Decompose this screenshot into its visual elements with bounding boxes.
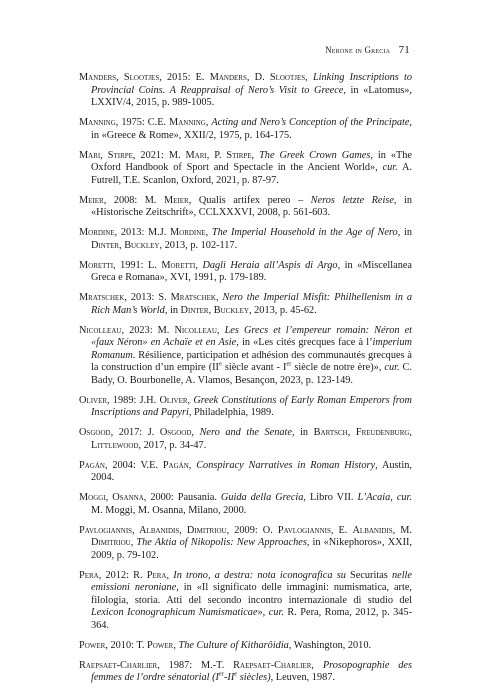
entry-text: M. Moggi, M. Osanna, Milano, 2000.: [91, 504, 247, 516]
superscript: er: [218, 670, 224, 678]
entry-text: , 1991: L.: [113, 259, 162, 271]
bibliography-entry-nicolleau: [79, 325, 412, 388]
entry-text: ,: [187, 394, 194, 406]
author-name: Pavlogiannis, Albanidis, Dimitriou: [79, 524, 227, 536]
italic-text: nelle emissioni neroniane: [91, 569, 412, 593]
author-name: Manning: [169, 117, 206, 128]
entry-text: , 2000: Pausania.: [143, 492, 221, 503]
entry-text: ,: [130, 537, 137, 548]
bibliography-list: [79, 72, 412, 692]
entry-text: , P.: [206, 149, 227, 161]
bibliography-entry-moretti: [79, 260, 412, 285]
entry-text: R. Pera, Roma, 2012, p. 345-364.: [91, 607, 412, 631]
entry-text: . Résilience, participation et adhésion des communautés grecques à la construction d’un empire (II: [91, 349, 412, 373]
entry-text: ,: [305, 72, 313, 83]
entry-text: , 2013, p. 102-117.: [159, 239, 238, 251]
bibliography-entry-meier: [79, 195, 412, 220]
entry-text: , in «Miscellanea Greca e Romana», XVI, 1991, p. 179-189.: [91, 259, 412, 283]
author-name: Power: [147, 639, 174, 651]
author-name: Meier: [164, 194, 189, 206]
italic-text: Dagli Heraia all’Aspis di Argo: [202, 259, 338, 271]
entry-text: , 2010: T.: [105, 639, 148, 651]
author-name: Dimitriou: [91, 537, 131, 548]
italic-text: The Culture of Kitharôidia: [178, 639, 289, 651]
entry-text: ,: [216, 324, 225, 336]
entry-text: ,: [205, 227, 212, 238]
bibliography-entry-pavlogiannis: [79, 525, 412, 563]
bibliography-entry-raepsaet: [79, 660, 412, 685]
italic-text: Nero and the Senate: [199, 427, 292, 438]
italic-text: Guida della Grecia,: [220, 492, 306, 503]
entry-text: , in: [291, 427, 314, 438]
author-name: Mratschek: [170, 292, 216, 303]
italic-text: Greek Constitutions of Early Roman Emperors from Inscriptions and Papyri: [91, 394, 412, 418]
entry-text: , Leuven, 1987.: [270, 672, 335, 683]
italic-text: Les Grecs et l’empereur romain: Néron et «faux Néron» en Achaïe et en Asie: [91, 324, 413, 348]
entry-text: , 2013: S.: [124, 292, 171, 303]
entry-text: ,: [390, 492, 397, 503]
italic-text: L’Acaia: [357, 492, 391, 503]
entry-text: , in «Il significato delle immagini: numismatica, arte, filologia, storia. Atti del secondo incontro internazionale di studio del: [91, 582, 412, 606]
author-name: Bartsch, Freudenburg, Littlewood: [91, 427, 412, 451]
italic-text: Prosopographie des femmes de l’ordre sénatorial (I: [91, 659, 412, 683]
entry-text: , Austin, 2004.: [91, 459, 412, 483]
bibliography-entry-moggi: [79, 492, 412, 517]
author-name: Pavlogiannis: [277, 524, 331, 536]
entry-text: , in «Nikephoros», XXII, 2009, p. 79-102.: [91, 537, 413, 561]
italic-text: imperium Romanum: [91, 337, 412, 361]
entry-text: ,: [311, 659, 323, 671]
entry-text: , in: [397, 227, 412, 238]
entry-text: , 2004: V.E.: [104, 459, 163, 471]
italic-text: siècles): [237, 672, 271, 683]
entry-text: , M.: [392, 524, 412, 536]
entry-text: ,: [251, 149, 260, 161]
author-name: Mratschek: [79, 292, 125, 303]
italic-text: In trono, a destra: nota iconografica su: [173, 569, 351, 581]
author-name: Mordine: [169, 227, 206, 238]
author-name: Manders: [209, 72, 247, 83]
bibliography-entry-oliver: [79, 395, 412, 420]
author-name: Raepsaet-Charlier: [233, 659, 312, 671]
author-name: Mari, Stirpe: [79, 149, 133, 161]
entry-text: ,: [166, 569, 174, 581]
bibliography-entry-pera: [79, 570, 412, 633]
italic-text: cur.: [382, 162, 398, 173]
italic-text: The Imperial Household in the Age of Nero: [211, 227, 398, 238]
bibliography-entry-mordine: [79, 227, 412, 252]
italic-text: Lexicon Iconographicum Numismaticae: [91, 607, 258, 618]
author-name: Oliver: [79, 394, 108, 406]
entry-text: , Washington, 2010.: [288, 639, 372, 651]
entry-text: , 1975: C.E.: [115, 117, 170, 128]
italic-text: -II: [223, 672, 235, 683]
italic-text: Nero the Imperial Misfit: Philhellenism in a Rich Man’s World: [91, 292, 412, 316]
italic-text: The Greek Crown Games: [259, 149, 371, 161]
author-name: Pera: [146, 569, 167, 581]
entry-text: ,: [195, 259, 203, 271]
author-name: Moretti: [161, 259, 196, 271]
italic-text: Acting and Nero’s Conception of the Principate: [211, 117, 410, 128]
entry-text: , in «The Oxford Handbook of Sport and Spectacle in the Ancient World»,: [91, 149, 413, 173]
author-name: Power: [79, 639, 106, 651]
entry-text: , 2012: R.: [98, 569, 147, 581]
entry-text: , in: [164, 304, 181, 316]
author-name: Albanidis: [352, 524, 393, 536]
page-number: 71: [398, 44, 410, 56]
entry-text: , D.: [246, 72, 270, 83]
running-title: Nerone in Grecia: [325, 45, 391, 55]
italic-text: cur.: [268, 607, 284, 618]
entry-text: »,: [257, 607, 269, 618]
entry-text: , in «Latomus», LXXIV/4, 2015, p. 989-1005.: [91, 84, 412, 108]
superscript: e: [219, 360, 222, 368]
entry-text: , in «Greece & Rome», XXII/2, 1975, p. 164-175.: [91, 117, 412, 141]
superscript: e: [234, 670, 238, 678]
entry-text: ,: [191, 427, 200, 438]
author-name: Mari: [185, 149, 207, 161]
author-name: Raepsaet-Charlier: [79, 659, 158, 671]
author-name: Dinter, Buckley: [180, 304, 249, 316]
author-name: Manning: [79, 117, 116, 128]
entry-text: siècle de notre ère)»,: [291, 362, 385, 373]
entry-text: , 2013: M.J.: [114, 227, 170, 238]
author-name: Meier: [79, 194, 104, 206]
author-name: Pagán: [162, 459, 189, 471]
superscript: er: [286, 360, 292, 368]
italic-text: The Aktia of Nikopolis: New Approaches: [136, 537, 307, 548]
entry-text: , 2021: M.: [132, 149, 186, 161]
author-name: Manders, Slootjes: [79, 72, 160, 83]
author-name: Slootjes: [269, 72, 306, 83]
italic-text: Neros letzte Reise: [310, 194, 394, 206]
bibliography-entry-power: [79, 640, 412, 653]
entry-text: Securitas: [350, 569, 388, 581]
bibliography-entry-mari: [79, 150, 412, 188]
author-name: Pagán: [79, 459, 105, 471]
entry-text: siècle avant - I: [221, 362, 287, 373]
entry-text: , 2017, p. 34-47.: [138, 439, 207, 451]
entry-text: , in «Historische Zeitschrift», CCLXXXVI, 2008, p. 561-603.: [91, 194, 412, 218]
author-name: Osgood: [79, 427, 111, 438]
entry-text: , Philadelphia, 1989.: [188, 407, 274, 418]
entry-text: , 2013, p. 45-62.: [249, 304, 317, 316]
running-header: [60, 44, 410, 58]
bibliography-entry-osgood: [79, 427, 412, 452]
entry-text: , 2017: J.: [110, 427, 160, 438]
entry-text: , Qualis artifex pereo –: [188, 194, 311, 206]
entry-text: , 1989: J.H.: [107, 394, 160, 406]
author-name: Moggi, Osanna: [79, 492, 144, 503]
author-name: Stirpe: [226, 149, 252, 161]
entry-text: , 2009: O.: [226, 524, 278, 536]
entry-text: , in «Les cités grecques face à l’: [236, 337, 373, 348]
entry-text: ,: [215, 292, 223, 303]
italic-text: Linking Inscriptions to Provincial Coins. A Reappraisal of Nero’s Visit to Greece: [91, 72, 412, 96]
entry-text: A. Futrell, T.E. Scanlon, Oxford, 2021, p. 87-97.: [91, 162, 412, 186]
author-name: Mordine: [79, 227, 115, 238]
entry-text: Libro VII.: [305, 492, 358, 503]
author-name: Nicolleau: [79, 324, 122, 336]
entry-text: , 2008: M.: [103, 194, 165, 206]
italic-text: Conspiracy Narratives in Roman History: [196, 459, 376, 471]
entry-text: C. Bady, O. Bourbonelle, A. Vlamos, Besançon, 2023, p. 123-149.: [91, 362, 412, 386]
author-name: Pera: [79, 569, 99, 581]
italic-text: cur.: [396, 492, 413, 503]
entry-text: , 1987: M.-T.: [157, 659, 234, 671]
author-name: Moretti: [79, 259, 114, 271]
bibliography-entry-pagan: [79, 460, 412, 485]
bibliography-entry-manning: [79, 117, 412, 142]
author-name: Dinter, Buckley: [91, 239, 160, 251]
entry-text: ,: [205, 117, 212, 128]
author-name: Osgood: [159, 427, 192, 438]
author-name: Oliver: [159, 394, 188, 406]
entry-text: , 2015: E.: [159, 72, 210, 83]
italic-text: cur.: [384, 362, 400, 373]
entry-text: ,: [173, 639, 179, 651]
entry-text: , E.: [330, 524, 353, 536]
author-name: Nicolleau: [174, 324, 217, 336]
bibliography-entry-mratschek: [79, 292, 412, 317]
entry-text: , 2023: M.: [121, 324, 175, 336]
entry-text: ,: [188, 459, 197, 471]
bibliography-entry-manders: [79, 72, 412, 110]
